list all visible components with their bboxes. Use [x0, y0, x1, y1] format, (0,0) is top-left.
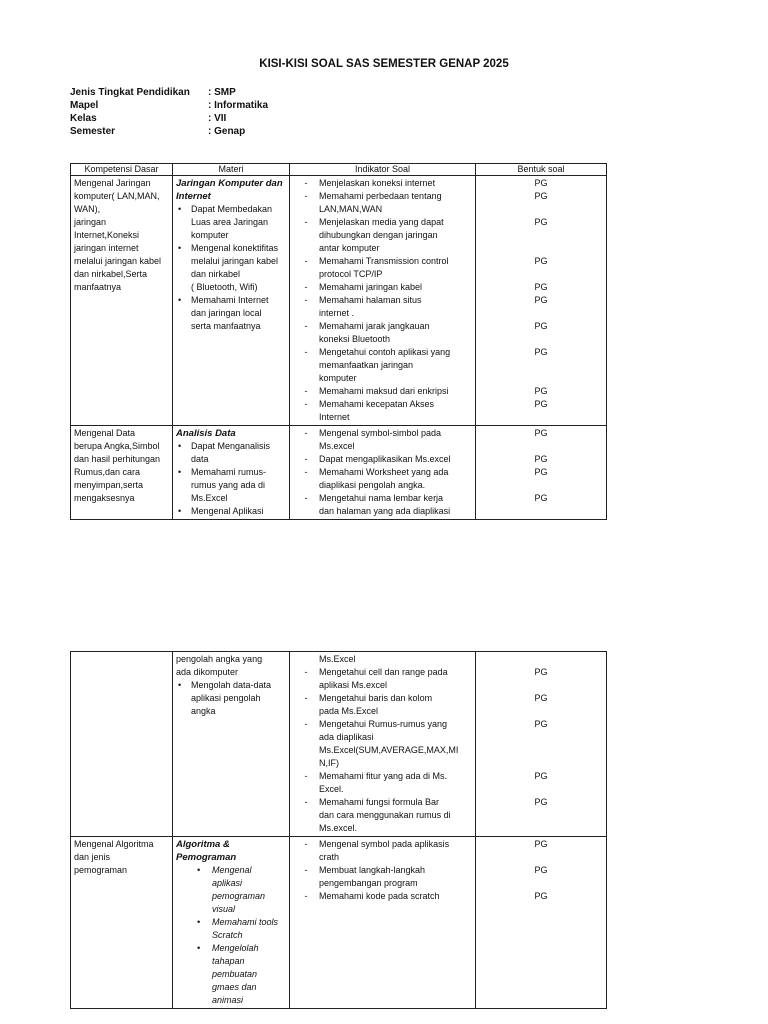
materi-bullet-item: [176, 242, 286, 294]
indikator-item: [293, 216, 472, 255]
indikator-text: [319, 398, 472, 424]
kompetensi-line: berupa Angka,Simbol: [74, 441, 160, 451]
info-label: Jenis Tingkat Pendidikan: [70, 87, 190, 98]
dash-marker: -: [304, 839, 308, 849]
table-header-row: [71, 164, 607, 176]
indikator-text: [319, 718, 472, 770]
bentuk-soal-value: PG: [534, 191, 548, 201]
indikator-line: Mengenal symbol pada aplikasis: [319, 839, 450, 849]
indikator-line: Ms.excel.: [319, 823, 358, 833]
indikator-cell: [290, 652, 476, 837]
bentuk-soal-value: PG: [534, 771, 548, 781]
materi-item-line: dan jaringan local: [191, 308, 262, 318]
header-kompetensi-dasar: Kompetensi Dasar: [71, 164, 173, 176]
materi-item-line: rumus yang ada di: [191, 480, 266, 490]
materi-item-line: komputer: [191, 230, 229, 240]
info-value: : SMP: [208, 87, 236, 98]
dash-marker: -: [304, 217, 308, 227]
info-label: Kelas: [70, 113, 97, 124]
bentuk-soal-value: PG: [534, 667, 548, 677]
bentuk-soal-value: PG: [534, 493, 548, 503]
kompetensi-line: pemograman: [74, 865, 128, 875]
indikator-line: protocol TCP/IP: [319, 269, 383, 279]
materi-title: Analisis Data: [176, 428, 236, 439]
indikator-line: dan halaman yang ada diaplikasi: [319, 506, 451, 516]
kompetensi-line: dan jenis: [74, 852, 111, 862]
info-value: : Informatika: [208, 100, 269, 111]
indikator-line: Mengenal symbol-simbol pada: [319, 428, 442, 438]
bentuk-soal-value: PG: [534, 428, 548, 438]
dash-marker: -: [304, 467, 308, 477]
dash-marker: -: [304, 428, 308, 438]
kompetensi-dasar-cell: [71, 176, 173, 426]
info-label: Mapel: [70, 100, 99, 111]
indikator-item: [293, 385, 472, 398]
indikator-line: Memahami kecepatan Akses: [319, 399, 435, 409]
indikator-text: [319, 294, 472, 320]
bentuk-soal-value: PG: [534, 399, 548, 409]
kompetensi-line: menyimpan,serta: [74, 480, 144, 490]
materi-item-line: aplikasi: [212, 878, 243, 888]
dash-marker: -: [304, 693, 308, 703]
materi-item-line: animasi: [212, 995, 244, 1005]
materi-bullet-item: [176, 942, 286, 1007]
indikator-item: [293, 427, 472, 453]
materi-item-line: gmaes dan: [212, 982, 257, 992]
materi-item-line: serta manfaatnya: [191, 321, 261, 331]
table-row: [71, 837, 607, 1009]
materi-cell: [173, 837, 290, 1009]
bentuk-soal-value: [479, 229, 603, 242]
materi-item-line: • Mengenal konektifitas: [191, 243, 279, 253]
indikator-line: koneksi Bluetooth: [319, 334, 391, 344]
materi-bullet-item: [176, 679, 286, 718]
dash-marker: -: [304, 295, 308, 305]
materi-bullet-list: [176, 203, 286, 333]
info-row-semester: [70, 125, 268, 138]
indikator-item: [293, 398, 472, 424]
bentuk-soal-value: PG: [534, 797, 548, 807]
materi-item-line: dan nirkabel: [191, 269, 241, 279]
bentuk-soal-value: [479, 679, 603, 692]
indikator-item: [293, 864, 472, 890]
info-value: : VII: [208, 113, 227, 124]
kompetensi-line: Mengenal Algoritma: [74, 839, 154, 849]
indikator-item: [293, 890, 472, 903]
indikator-item: [293, 796, 472, 835]
materi-bullet-list: [176, 440, 286, 518]
header-materi: Materi: [173, 164, 290, 176]
document-title: KISI-KISI SOAL SAS SEMESTER GENAP 2025: [259, 58, 509, 70]
bentuk-soal-value: [479, 242, 603, 255]
dash-marker: -: [304, 667, 308, 677]
indikator-text: [319, 466, 472, 492]
materi-cell: [173, 426, 290, 520]
kompetensi-line: jaringan internet: [74, 243, 139, 253]
indikator-line: Mengetahui cell dan range pada: [319, 667, 448, 677]
indikator-line: Memahami fungsi formula Bar: [319, 797, 440, 807]
dash-marker: -: [304, 191, 308, 201]
bentuk-soal-value: [479, 757, 603, 770]
kompetensi-line: Rumus,dan cara: [74, 467, 141, 477]
dash-marker: -: [304, 493, 308, 503]
materi-item-line: pembuatan: [212, 969, 258, 979]
materi-bullet-list: [176, 864, 286, 1007]
indikator-item: [293, 177, 472, 190]
materi-title: Pemograman: [176, 852, 237, 863]
indikator-line: komputer: [319, 373, 357, 383]
indikator-line: Memahami perbedaan tentang: [319, 191, 442, 201]
bentuk-soal-value: [479, 203, 603, 216]
materi-bullet-item: [176, 466, 286, 505]
indikator-item: [293, 718, 472, 770]
indikator-text: [319, 255, 472, 281]
bentuk-soal-value: [479, 744, 603, 757]
indikator-line: Memahami jarak jangkauan: [319, 321, 430, 331]
bentuk-soal-value: PG: [534, 321, 548, 331]
dash-marker: -: [304, 771, 308, 781]
indikator-text: [319, 385, 472, 398]
indikator-line: Ms.Excel(SUM,AVERAGE,MAX,MI: [319, 745, 459, 755]
bentuk-soal-value: [479, 372, 603, 385]
indikator-line: N,IF): [319, 758, 339, 768]
indikator-line: dihubungkan dengan jaringan: [319, 230, 438, 240]
bentuk-soal-value: PG: [534, 282, 548, 292]
header-indikator-soal: Indikator Soal: [290, 164, 476, 176]
bentuk-soal-value: [479, 307, 603, 320]
bentuk-soal-value: PG: [534, 454, 548, 464]
kisi-table-page-1: [70, 163, 607, 520]
materi-cell: [173, 176, 290, 426]
dash-marker: -: [304, 282, 308, 292]
indikator-text: [319, 346, 472, 385]
indikator-item: [293, 492, 472, 518]
materi-item-line: melalui jaringan kabel: [191, 256, 279, 266]
materi-bullet-item: [176, 505, 286, 518]
indikator-item: [293, 453, 472, 466]
indikator-cell: [290, 837, 476, 1009]
bentuk-soal-cell: [476, 176, 607, 426]
table-row: [71, 176, 607, 426]
bentuk-soal-value: PG: [534, 719, 548, 729]
indikator-text: [319, 190, 472, 216]
materi-item-line: angka: [191, 706, 216, 716]
materi-item-line: • Dapat Membedakan: [191, 204, 273, 214]
bentuk-soal-value: [479, 333, 603, 346]
bentuk-soal-value: PG: [534, 891, 548, 901]
dash-marker: -: [304, 256, 308, 266]
materi-item-line: data: [191, 454, 209, 464]
indikator-text: Ms.Excel: [319, 654, 356, 664]
materi-item-line: tahapan: [212, 956, 245, 966]
kompetensi-line: WAN),: [74, 204, 101, 214]
indikator-item: [293, 692, 472, 718]
indikator-line: Membuat langkah-langkah: [319, 865, 426, 875]
indikator-line: Menjelaskan media yang dapat: [319, 217, 444, 227]
kompetensi-line: Mengenal Jaringan: [74, 178, 151, 188]
info-row-jenjang: [70, 86, 268, 99]
materi-bullet-list: [176, 679, 286, 718]
dash-marker: -: [304, 347, 308, 357]
indikator-text: [319, 864, 472, 890]
indikator-text: [319, 492, 472, 518]
indikator-line: Memahami Transmission control: [319, 256, 449, 266]
dash-marker: -: [304, 321, 308, 331]
indikator-line: ada diaplikasi: [319, 732, 374, 742]
dash-marker: -: [304, 797, 308, 807]
bentuk-soal-value: PG: [534, 295, 548, 305]
materi-title: Internet: [176, 191, 211, 202]
indikator-line: Menjelaskan koneksi internet: [319, 178, 436, 188]
indikator-text: [319, 216, 472, 255]
bentuk-soal-value: PG: [534, 839, 548, 849]
bentuk-soal-value: [479, 479, 603, 492]
bentuk-soal-value: PG: [534, 256, 548, 266]
kisi-table-page-2: [70, 651, 607, 1009]
bentuk-soal-value: [479, 731, 603, 744]
indikator-line: pada Ms.Excel: [319, 706, 379, 716]
indikator-line: diaplikasi pengolah angka.: [319, 480, 426, 490]
indikator-item: [293, 294, 472, 320]
materi-item-line: Ms.Excel: [191, 493, 228, 503]
indikator-line: pengembangan program: [319, 878, 418, 888]
kompetensi-dasar-cell: [71, 837, 173, 1009]
info-value: : Genap: [208, 126, 246, 137]
bentuk-soal-value: PG: [534, 347, 548, 357]
indikator-spacer: [293, 653, 319, 666]
indikator-item: [293, 466, 472, 492]
bentuk-soal-cell: [476, 652, 607, 837]
bentuk-soal-value: PG: [534, 217, 548, 227]
materi-continued-line: ada dikomputer: [176, 667, 239, 677]
bentuk-soal-value: [479, 268, 603, 281]
materi-title: Algoritma &: [176, 839, 230, 850]
dash-marker: -: [304, 386, 308, 396]
kompetensi-line: mengaksesnya: [74, 493, 135, 503]
indikator-line: aplikasi Ms.excel: [319, 680, 388, 690]
materi-item-line: pemograman: [212, 891, 266, 901]
indikator-line: Mengetahui Rumus-rumus yang: [319, 719, 448, 729]
materi-cell: [173, 652, 290, 837]
document-info: [70, 86, 268, 138]
materi-item-line: • Memahami tools: [212, 917, 279, 927]
indikator-item: [293, 346, 472, 385]
bentuk-soal-cell: [476, 837, 607, 1009]
indikator-text: [319, 770, 472, 796]
kompetensi-line: jaringan: [74, 217, 107, 227]
indikator-line: Memahami halaman situs: [319, 295, 422, 305]
bentuk-soal-value: [479, 440, 603, 453]
kompetensi-dasar-cell: [71, 652, 173, 837]
bentuk-soal-value: PG: [534, 865, 548, 875]
indikator-text: [319, 177, 472, 190]
materi-item-line: • Mengenal: [212, 865, 252, 875]
indikator-line: Mengetahui contoh aplikasi yang: [319, 347, 451, 357]
kompetensi-line: melalui jaringan kabel: [74, 256, 162, 266]
indikator-text: [319, 692, 472, 718]
indikator-text: [319, 281, 472, 294]
dash-marker: -: [304, 719, 308, 729]
bentuk-soal-value: PG: [534, 693, 548, 703]
info-row-mapel: [70, 99, 268, 112]
kompetensi-line: Mengenal Data: [74, 428, 136, 438]
kompetensi-line: komputer( LAN,MAN,: [74, 191, 160, 201]
materi-item-line: • Memahami Internet: [191, 295, 269, 305]
indikator-text: [319, 320, 472, 346]
indikator-text: [319, 796, 472, 835]
indikator-continued: [293, 653, 472, 666]
bentuk-soal-cell: [476, 426, 607, 520]
indikator-item: [293, 281, 472, 294]
table-row: [71, 426, 607, 520]
indikator-line: Memahami maksud dari enkripsi: [319, 386, 449, 396]
materi-item-line: • Memahami rumus-: [191, 467, 267, 477]
indikator-item: [293, 666, 472, 692]
materi-bullet-item: [176, 294, 286, 333]
indikator-item: [293, 838, 472, 864]
indikator-text: [319, 890, 472, 903]
materi-item-line: visual: [212, 904, 236, 914]
materi-continued-line: pengolah angka yang: [176, 654, 263, 664]
indikator-text: [319, 666, 472, 692]
indikator-line: Excel.: [319, 784, 344, 794]
info-label: Semester: [70, 126, 116, 137]
indikator-line: Dapat mengaplikasikan Ms.excel: [319, 454, 451, 464]
materi-item-line: • Mengenal Aplikasi: [191, 506, 264, 516]
bentuk-soal-value: [479, 851, 603, 864]
kompetensi-line: dan nirkabel,Serta: [74, 269, 148, 279]
dash-marker: -: [304, 865, 308, 875]
bentuk-soal-value: PG: [534, 386, 548, 396]
indikator-line: LAN,MAN,WAN: [319, 204, 383, 214]
indikator-item: [293, 190, 472, 216]
indikator-line: memanfaatkan jaringan: [319, 360, 414, 370]
kompetensi-dasar-cell: [71, 426, 173, 520]
indikator-item: [293, 255, 472, 281]
dash-marker: -: [304, 891, 308, 901]
indikator-line: Ms.excel: [319, 441, 355, 451]
kompetensi-line: dan hasil perhitungan: [74, 454, 161, 464]
indikator-line: antar komputer: [319, 243, 380, 253]
info-row-kelas: [70, 112, 268, 125]
bentuk-soal-value: [479, 653, 603, 666]
indikator-text: [319, 453, 472, 466]
dash-marker: -: [304, 178, 308, 188]
indikator-item: [293, 320, 472, 346]
indikator-item: [293, 770, 472, 796]
dash-marker: -: [304, 454, 308, 464]
indikator-text: [319, 838, 472, 864]
bentuk-soal-value: [479, 359, 603, 372]
materi-bullet-item: [176, 864, 286, 916]
indikator-line: Mengetahui baris dan kolom: [319, 693, 433, 703]
dash-marker: -: [304, 399, 308, 409]
table-row: [71, 652, 607, 837]
indikator-line: crath: [319, 852, 340, 862]
materi-item-line: Scratch: [212, 930, 243, 940]
materi-bullet-item: [176, 916, 286, 942]
indikator-line: dan cara menggunakan rumus di: [319, 810, 451, 820]
indikator-text: [319, 427, 472, 453]
indikator-line: Memahami Worksheet yang ada: [319, 467, 449, 477]
header-bentuk-soal: Bentuk soal: [476, 164, 607, 176]
bentuk-soal-value: [479, 877, 603, 890]
bentuk-soal-value: [479, 705, 603, 718]
kompetensi-line: manfaatnya: [74, 282, 122, 292]
materi-item-line: ( Bluetooth, Wifi): [191, 282, 258, 292]
indikator-line: Memahami kode pada scratch: [319, 891, 440, 901]
indikator-line: Memahami jaringan kabel: [319, 282, 423, 292]
materi-item-line: • Dapat Menganalisis: [191, 441, 271, 451]
materi-item-line: Luas area Jaringan: [191, 217, 269, 227]
indikator-cell: [290, 426, 476, 520]
materi-bullet-item: [176, 440, 286, 466]
indikator-line: Mengetahui nama lembar kerja: [319, 493, 444, 503]
indikator-line: internet .: [319, 308, 355, 318]
materi-item-line: • Mengolah data-data: [191, 680, 272, 690]
indikator-line: Memahami fitur yang ada di Ms.: [319, 771, 448, 781]
indikator-cell: [290, 176, 476, 426]
materi-item-line: • Mengelolah: [212, 943, 259, 953]
bentuk-soal-value: [479, 783, 603, 796]
materi-bullet-item: [176, 203, 286, 242]
bentuk-soal-value: PG: [534, 467, 548, 477]
bentuk-soal-value: PG: [534, 178, 548, 188]
indikator-line: Internet: [319, 412, 350, 422]
materi-title: Jaringan Komputer dan: [176, 178, 283, 189]
materi-item-line: aplikasi pengolah: [191, 693, 261, 703]
kompetensi-line: Internet,Koneksi: [74, 230, 140, 240]
